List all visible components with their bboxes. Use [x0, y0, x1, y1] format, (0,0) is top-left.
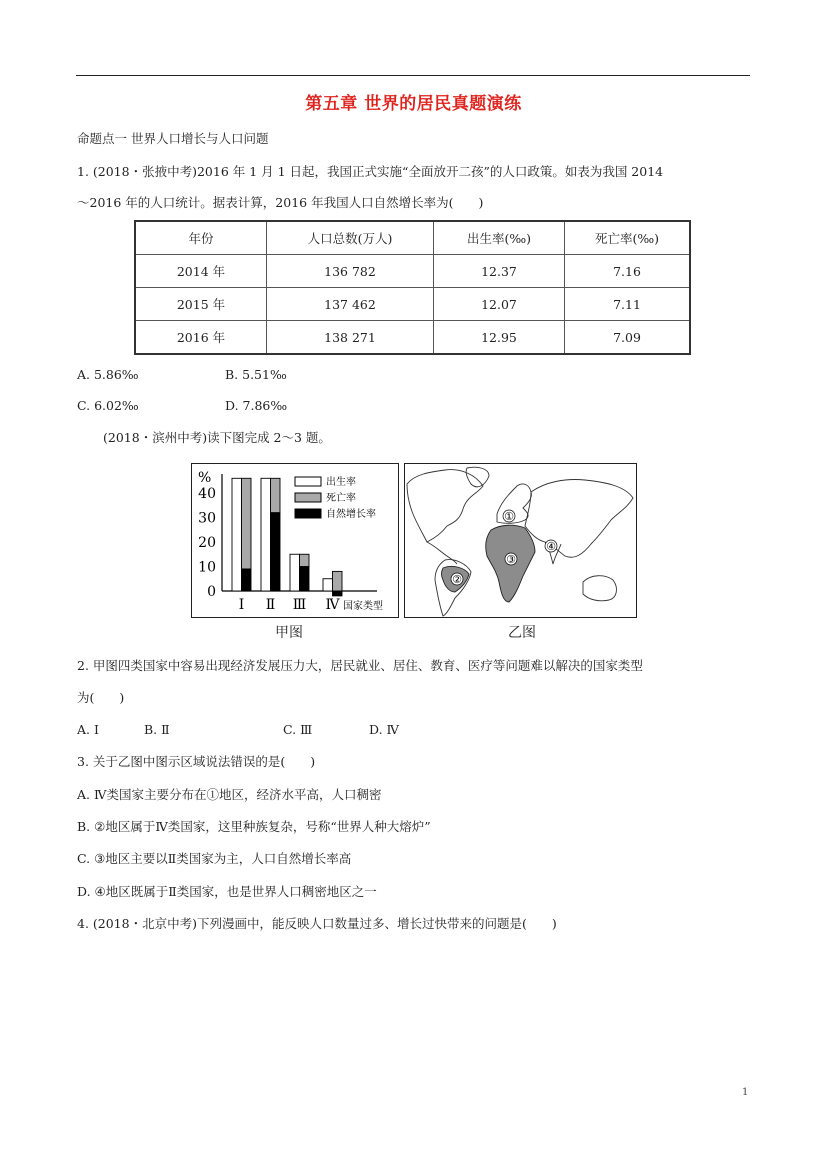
q3-option-c: C. ③地区主要以Ⅱ类国家为主，人口自然增长率高: [77, 851, 352, 866]
q2-option-d: D. Ⅳ: [369, 722, 400, 737]
table-header: 死亡率(‰): [565, 221, 691, 255]
y-axis-unit: %: [198, 470, 212, 486]
world-map: [405, 464, 636, 617]
bar-growth-rate: [300, 567, 310, 592]
table-header: 人口总数(万人): [267, 221, 434, 255]
page-number: 1: [742, 1087, 749, 1098]
table-header: 年份: [135, 221, 267, 255]
population-table: [134, 220, 691, 355]
table-cell: 138 271: [267, 321, 434, 355]
q2-stem-line2: 为( ): [77, 690, 125, 705]
bar-death-rate: [300, 554, 310, 566]
x-tick-label: Ⅳ: [325, 597, 340, 613]
chart-legend: [295, 475, 376, 520]
x-tick-label: Ⅲ: [292, 597, 307, 613]
table-cell: 2014 年: [135, 255, 267, 288]
table-cell: 12.07: [434, 288, 565, 321]
q2-stem-line1: 2. 甲图四类国家中容易出现经济发展压力大，居民就业、居住、教育、医疗等问题难以解决的国家类型: [77, 658, 643, 673]
table-cell: 7.09: [565, 321, 691, 355]
table-row: [135, 288, 690, 321]
bar-growth-rate: [242, 569, 252, 591]
legend-swatch-death: [295, 493, 321, 502]
bar-death-rate: [242, 478, 252, 569]
figure-jia: [191, 463, 399, 618]
y-tick-label: 40: [198, 486, 216, 502]
legend-label-growth: 自然增长率: [326, 509, 376, 520]
table-row: [135, 255, 690, 288]
table-cell: 137 462: [267, 288, 434, 321]
marker-2: ②: [452, 573, 462, 586]
table-header-row: [135, 221, 690, 255]
marker-1: ①: [504, 510, 514, 523]
q4-stem: 4. (2018・北京中考)下列漫画中，能反映人口数量过多、增长过快带来的问题是( ): [77, 916, 557, 931]
q3-option-a: A. Ⅳ类国家主要分布在①地区，经济水平高，人口稠密: [77, 787, 382, 802]
australia-outline: [583, 576, 616, 601]
marker-4: ④: [546, 540, 556, 553]
table-cell: 2015 年: [135, 288, 267, 321]
greenland-outline: [466, 467, 489, 487]
q3-option-b: B. ②地区属于Ⅳ类国家，这里种族复杂，号称“世界人种大熔炉”: [77, 819, 431, 834]
bar-birth-rate: [232, 478, 242, 591]
q2-option-b: B. Ⅱ: [144, 722, 170, 737]
bar-growth-rate: [333, 591, 343, 596]
q3-stem: 3. 关于乙图中图示区域说法错误的是( ): [77, 754, 316, 769]
table-cell: 2016 年: [135, 321, 267, 355]
legend-swatch-growth: [295, 509, 321, 518]
page-title: 第五章 世界的居民真题演练: [305, 94, 522, 114]
y-tick-label: 20: [198, 535, 216, 551]
q2-option-a: A. Ⅰ: [77, 722, 99, 737]
figure-yi-caption: 乙图: [508, 625, 536, 641]
table-row: [135, 321, 690, 355]
table-cell: 7.16: [565, 255, 691, 288]
table-cell: 136 782: [267, 255, 434, 288]
bar-birth-rate: [323, 579, 333, 591]
table-cell: 12.37: [434, 255, 565, 288]
marker-3: ③: [506, 553, 516, 566]
table-cell: 7.11: [565, 288, 691, 321]
asia-outline: [525, 480, 633, 558]
table-cell: 12.95: [434, 321, 565, 355]
x-tick-label: Ⅰ: [238, 597, 245, 613]
bar-chart: [192, 464, 398, 617]
q2-3-intro: (2018・滨州中考)读下图完成 2～3 题。: [103, 430, 331, 445]
x-axis-label: 国家类型: [343, 601, 383, 612]
legend-label-birth: 出生率: [326, 477, 356, 488]
q1-option-c: C. 6.02‰: [77, 398, 139, 413]
x-tick-label: Ⅱ: [265, 597, 276, 613]
q1-option-b: B. 5.51‰: [225, 367, 287, 382]
q1-option-d: D. 7.86‰: [225, 398, 288, 413]
y-tick-label: 10: [198, 559, 216, 576]
bar-growth-rate: [271, 513, 281, 591]
figure-jia-caption: 甲图: [275, 625, 303, 641]
header-rule: [76, 75, 750, 76]
legend-swatch-birth: [295, 477, 321, 486]
q3-option-d: D. ④地区既属于Ⅱ类国家，也是世界人口稠密地区之一: [77, 884, 377, 899]
bar-death-rate: [271, 478, 281, 512]
q1-option-a: A. 5.86‰: [77, 367, 139, 382]
north-america-outline: [407, 470, 483, 542]
table-header: 出生率(‰): [434, 221, 565, 255]
q1-stem-line2: ～2016 年的人口统计。据表计算，2016 年我国人口自然增长率为( ): [77, 195, 484, 210]
bar-death-rate: [333, 571, 343, 591]
central-america-outline: [427, 542, 457, 564]
q2-option-c: C. Ⅲ: [283, 722, 313, 737]
y-tick-label: 30: [198, 510, 216, 527]
q1-stem-line1: 1. (2018・张掖中考)2016 年 1 月 1 日起，我国正式实施“全面放开二孩”的人口政策。如表为我国 2014: [77, 164, 664, 179]
y-tick-label: 0: [207, 584, 216, 600]
section-label: 命题点一 世界人口增长与人口问题: [77, 131, 269, 146]
legend-label-death: 死亡率: [326, 493, 356, 504]
bar-birth-rate: [261, 478, 271, 591]
figure-yi-world-map: [404, 463, 637, 618]
bar-birth-rate: [290, 554, 300, 591]
